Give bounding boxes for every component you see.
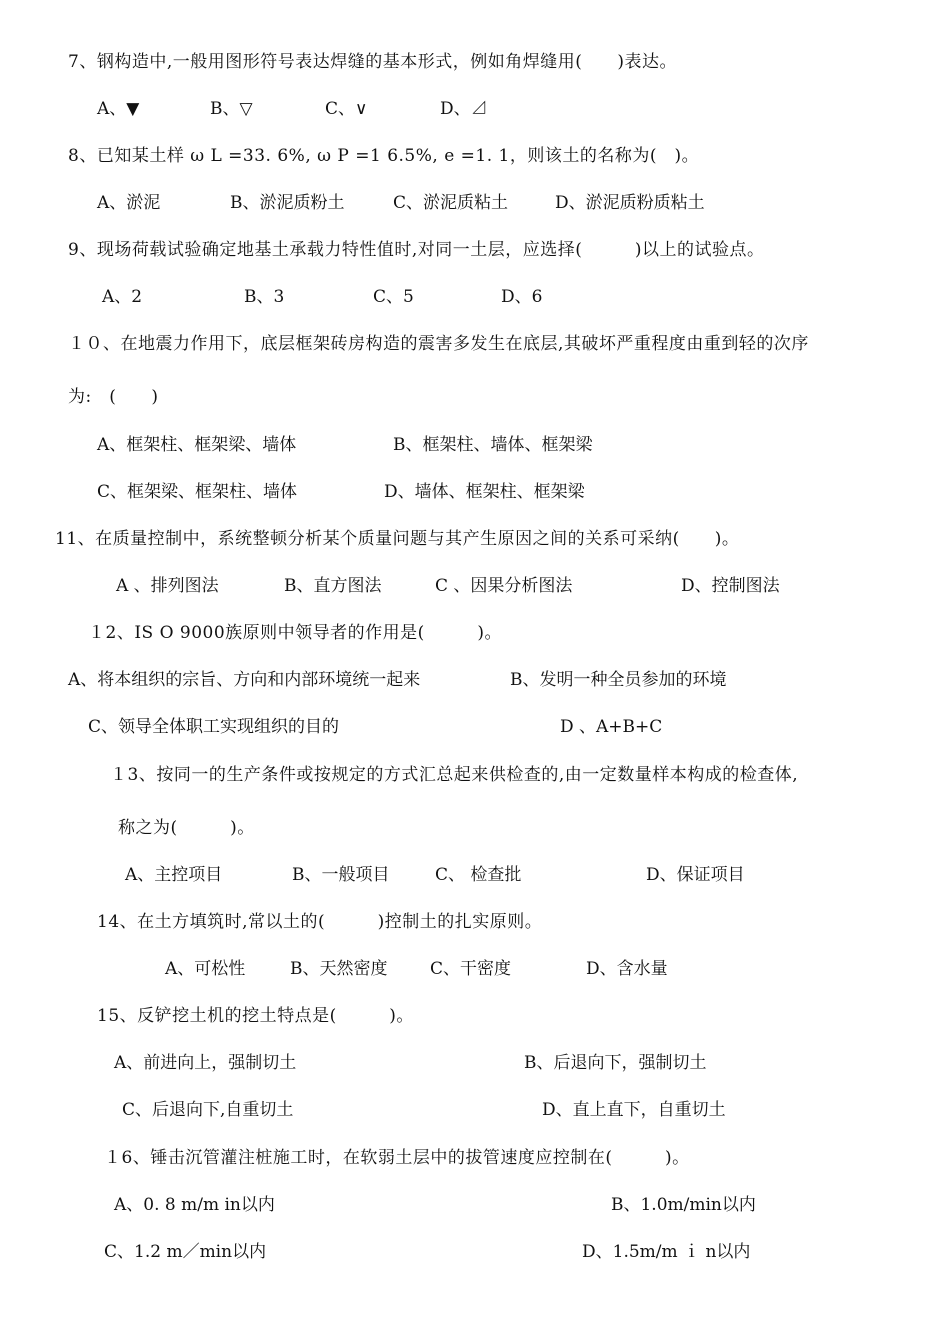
question-15-option-c: C、后退向下,自重切土 [122, 1100, 294, 1120]
question-14-option-b: B、天然密度 [290, 959, 388, 979]
question-12-option-a: A、将本组织的宗旨、方向和内部环境统一起来 [68, 670, 421, 690]
question-16-stem: １6、锤击沉管灌注桩施工时，在软弱土层中的拔管速度应控制在( )。 [104, 1148, 690, 1168]
question-13-option-c: C、 检查批 [435, 865, 522, 885]
question-11-option-b: B、直方图法 [284, 576, 382, 596]
question-8-option-d: D、淤泥质粉质粘土 [555, 193, 705, 213]
question-12-option-c: C、领导全体职工实现组织的目的 [88, 717, 340, 737]
question-16-option-d: D、1.5m/m ｉ n以内 [582, 1242, 751, 1262]
question-8-option-a: A、淤泥 [97, 193, 161, 213]
question-7-option-d: D、⊿ [440, 99, 488, 119]
question-12-stem: １2、IS O 9000族原则中领导者的作用是( )。 [88, 623, 502, 643]
question-12-option-d: D 、A+B+C [560, 717, 663, 737]
question-15-option-a: A、前进向上，强制切土 [114, 1053, 297, 1073]
question-9-option-b: B、3 [244, 287, 285, 307]
question-9-option-a: A、2 [102, 287, 143, 307]
question-11-option-c: C 、因果分析图法 [435, 576, 573, 596]
question-13-option-d: D、保证项目 [646, 865, 745, 885]
question-10-option-a: A、框架柱、框架梁、墙体 [97, 435, 297, 455]
question-13-stem: １3、按同一的生产条件或按规定的方式汇总起来供检查的,由一定数量样本构成的检查体, [110, 765, 799, 785]
question-16-option-a: A、0. 8 m/m in以内 [114, 1195, 275, 1215]
question-10-option-c: C、框架梁、框架柱、墙体 [97, 482, 298, 502]
question-13-option-b: B、一般项目 [292, 865, 390, 885]
question-10-stem-continued: 为: ( ) [68, 387, 159, 407]
question-9-option-d: D、6 [501, 287, 543, 307]
question-10-option-d: D、墙体、框架柱、框架梁 [384, 482, 585, 502]
question-15-option-d: D、直上直下，自重切土 [542, 1100, 726, 1120]
question-14-option-c: C、干密度 [430, 959, 512, 979]
question-11-option-d: D、控制图法 [681, 576, 780, 596]
question-7-option-a: A、▼ [97, 99, 140, 119]
question-12-option-b: B、发明一种全员参加的环境 [510, 670, 727, 690]
question-13-stem-continued: 称之为( )。 [118, 818, 255, 838]
question-14-stem: 14、在土方填筑时,常以土的( )控制土的扎实原则。 [97, 912, 543, 932]
question-8-stem: 8、已知某土样 ω L =33. 6%, ω P =1 6.5%, e =1. 1，则该土的名称为( )。 [68, 146, 700, 166]
question-10-option-b: B、框架柱、墙体、框架梁 [393, 435, 593, 455]
question-9-stem: 9、现场荷载试验确定地基土承载力特性值时,对同一土层，应选择( )以上的试验点。 [68, 240, 765, 260]
question-16-option-b: B、1.0m/min以内 [611, 1195, 756, 1215]
question-8-option-c: C、淤泥质粘土 [393, 193, 509, 213]
question-13-option-a: A、主控项目 [125, 865, 223, 885]
question-7-option-b: B、▽ [210, 99, 253, 119]
question-7-stem: 7、钢构造中,一般用图形符号表达焊缝的基本形式，例如角焊缝用( )表达。 [68, 52, 677, 72]
question-7-option-c: C、∨ [325, 99, 368, 119]
question-14-option-d: D、含水量 [586, 959, 668, 979]
question-14-option-a: A、可松性 [165, 959, 246, 979]
question-10-stem: １０、在地震力作用下，底层框架砖房构造的震害多发生在底层,其破坏严重程度由重到轻的次序 [68, 334, 809, 354]
question-11-option-a: A 、排列图法 [116, 576, 219, 596]
question-15-option-b: B、后退向下，强制切土 [524, 1053, 707, 1073]
question-15-stem: 15、反铲挖土机的挖土特点是( )。 [97, 1006, 414, 1026]
question-11-stem: 11、在质量控制中，系统整顿分析某个质量问题与其产生原因之间的关系可采纳( )。 [55, 529, 740, 549]
question-8-option-b: B、淤泥质粉土 [230, 193, 345, 213]
question-9-option-c: C、5 [373, 287, 414, 307]
question-16-option-c: C、1.2 m／min以内 [104, 1242, 267, 1262]
